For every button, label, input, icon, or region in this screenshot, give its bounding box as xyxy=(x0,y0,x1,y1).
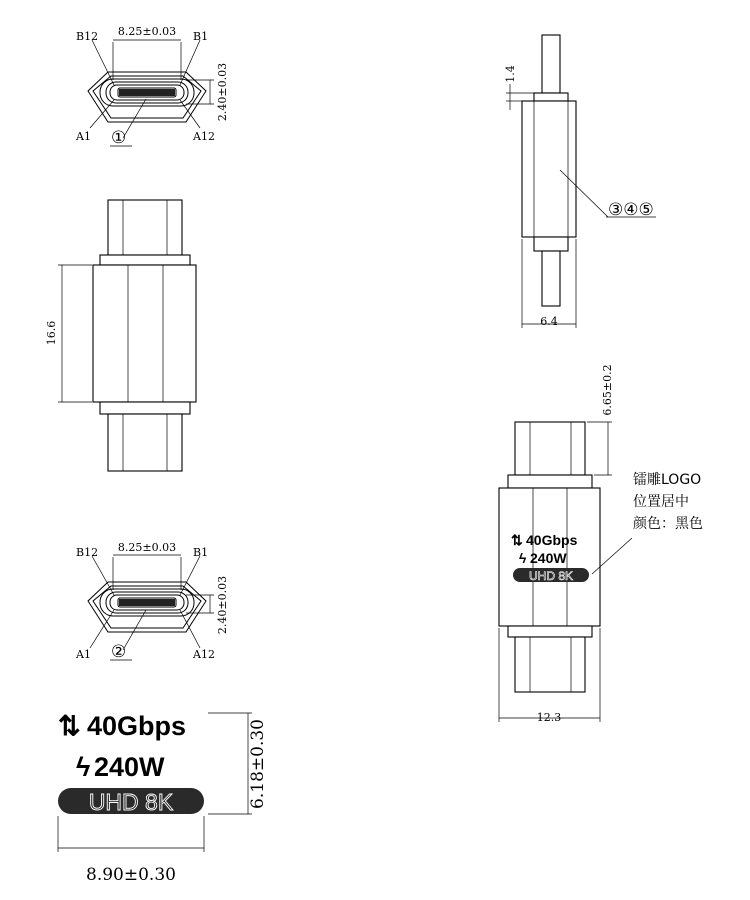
pin-label-b12-bottom: B12 xyxy=(76,546,99,559)
callout-1: ① xyxy=(111,128,127,148)
pin-label-b12-top: B12 xyxy=(76,30,99,43)
small-logo-bolt-icon: ϟ xyxy=(519,550,527,566)
small-logo-line-40gbps: 40Gbps xyxy=(526,532,578,548)
top-view-length-dim: 16.6 xyxy=(45,320,58,346)
front-bottom-width-dim: 8.25±0.03 xyxy=(117,541,177,554)
logo-bolt-icon: ϟ xyxy=(76,752,91,782)
logo-badge-uhd: UHD 8K xyxy=(88,789,174,815)
front-view-bottom xyxy=(75,541,229,662)
side-offset-dim: 1.4 xyxy=(504,65,517,83)
pin-label-a1-top: A1 xyxy=(76,130,91,143)
front-top-height-dim: 2.40±0.03 xyxy=(216,62,229,122)
front-bottom-height-dim: 2.40±0.03 xyxy=(216,575,229,635)
pin-label-a12-bottom: A12 xyxy=(193,648,215,661)
callout-2: ② xyxy=(111,642,127,662)
logo-detail xyxy=(58,711,268,885)
pin-label-b1-bottom: B1 xyxy=(193,546,209,559)
front-view-logo xyxy=(499,364,703,724)
pin-label-a1-bottom: A1 xyxy=(76,648,91,661)
top-view xyxy=(45,200,196,471)
side-width-dim: 6.4 xyxy=(540,315,558,328)
logo-view-width-dim: 12.3 xyxy=(536,711,562,724)
small-logo-arrow-icon: ⇅ xyxy=(511,532,523,548)
logo-arrow-icon: ⇅ xyxy=(58,711,81,741)
pin-label-b1-top: B1 xyxy=(193,30,209,43)
small-logo-line-240w: 240W xyxy=(530,550,567,566)
laser-logo-note-line3: 颜色：黑色 xyxy=(633,516,703,532)
callout-345: ③④⑤ xyxy=(608,200,654,220)
small-logo-badge-uhd: UHD 8K xyxy=(528,569,574,583)
logo-line-40gbps: 40Gbps xyxy=(87,711,187,741)
side-view xyxy=(504,35,656,328)
plug-length-dim: 6.65±0.2 xyxy=(601,364,614,416)
laser-logo-note-line2: 位置居中 xyxy=(633,494,689,510)
front-view-top xyxy=(75,25,229,148)
laser-logo-note-line1: 镭雕LOGO xyxy=(633,472,702,488)
logo-width-dim: 8.90±0.30 xyxy=(86,865,176,885)
logo-line-240w: 240W xyxy=(94,752,165,782)
logo-height-dim: 6.18±0.30 xyxy=(248,719,268,809)
front-top-width-dim: 8.25±0.03 xyxy=(117,25,177,38)
pin-label-a12-top: A12 xyxy=(193,130,215,143)
